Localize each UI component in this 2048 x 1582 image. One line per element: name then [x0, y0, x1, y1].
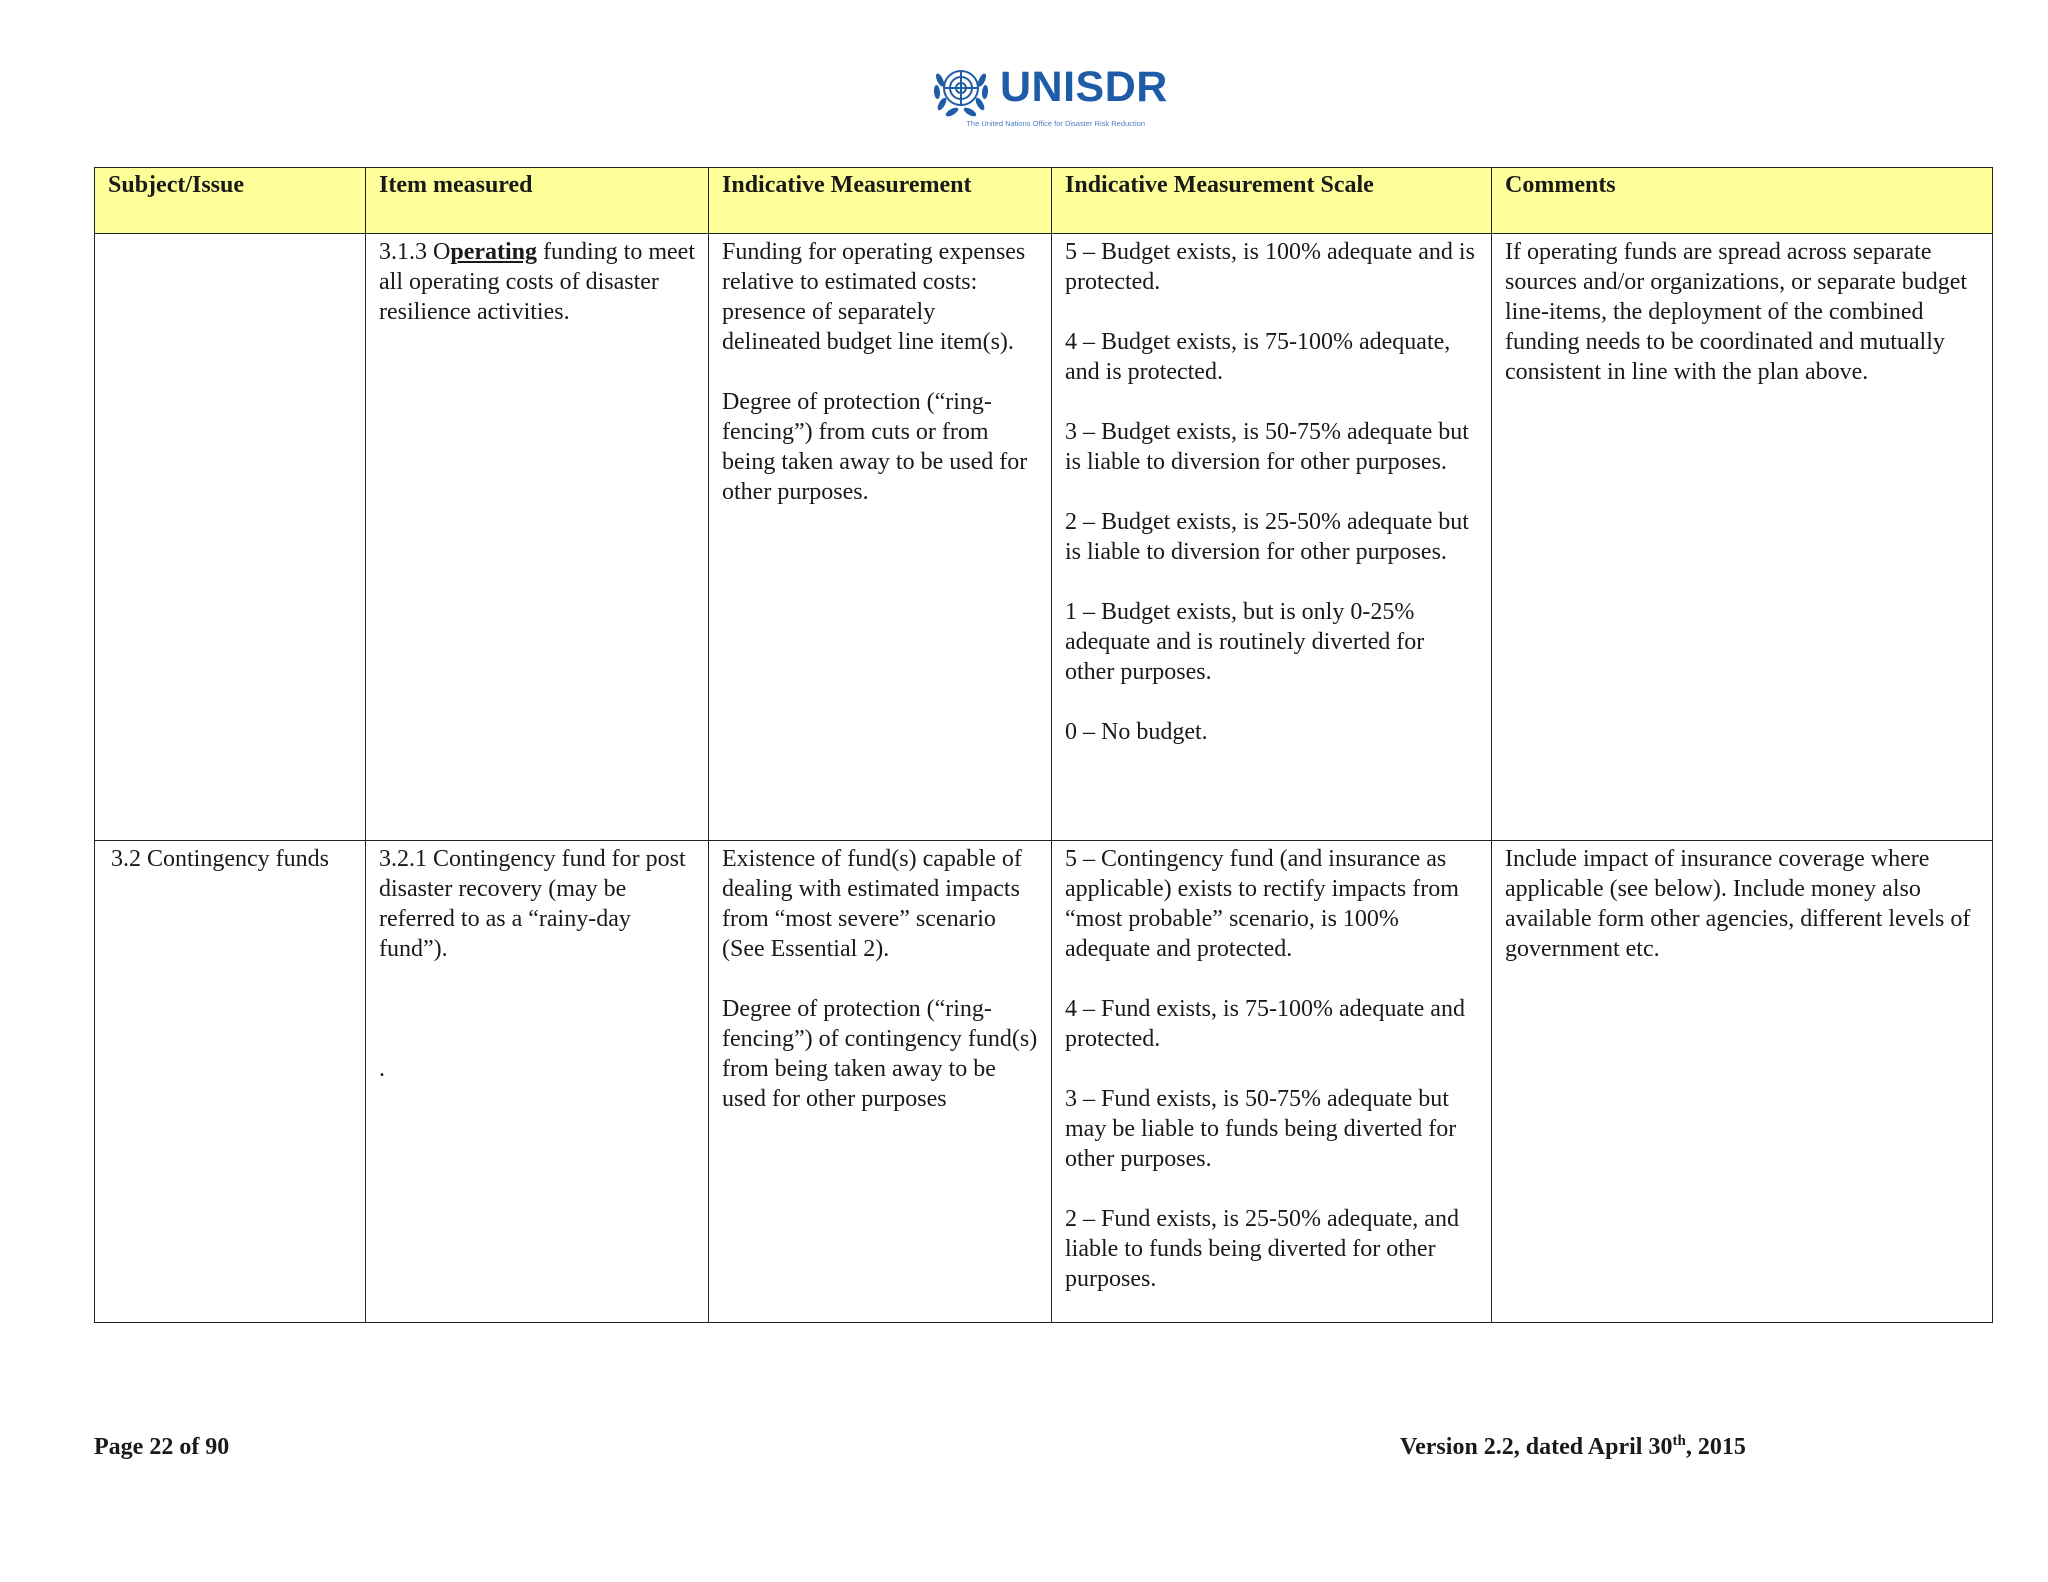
version-text: Version 2.2, dated April 30: [1400, 1434, 1673, 1460]
subject-cell: [95, 841, 366, 1323]
version-superscript: th: [1672, 1433, 1686, 1449]
item-suffix: funding to meet all operating costs of disaster resilience activities.: [379, 239, 695, 325]
scale-level: 1 – Budget exists, but is only 0-25% adequate and is routinely diverted for other purposes.: [1065, 599, 1425, 685]
table-header-row: [95, 168, 1993, 234]
column-header-comments: Comments: [1492, 168, 1993, 234]
page-number: Page 22 of 90: [94, 1434, 230, 1460]
table-row: [95, 234, 1993, 841]
item-emphasis: perating: [450, 239, 538, 265]
item-cell: [366, 234, 709, 841]
scale-cell: [1052, 841, 1492, 1323]
scale-level: 5 – Budget exists, is 100% adequate and is protected.: [1065, 239, 1475, 295]
measurement-paragraph: Existence of fund(s) capable of dealing with estimated impacts from “most severe” scenario (See Essential 2).: [722, 846, 1022, 962]
scale-level: 3 – Budget exists, is 50-75% adequate but is liable to diversion for other purposes.: [1065, 419, 1469, 475]
item-text: 3.2.1 Contingency fund for post disaster recovery (may be referred to as a “rainy-day fund”).: [379, 846, 686, 962]
scale-level: 4 – Budget exists, is 75-100% adequate, and is protected.: [1065, 329, 1451, 385]
scale-level: 5 – Contingency fund (and insurance as applicable) exists to rectify impacts from “most probable” scenario, is 100% adequate and protected.: [1065, 846, 1459, 962]
comments-cell: [1492, 841, 1993, 1323]
measurement-paragraph: Degree of protection (“ring-fencing”) of contingency fund(s) from being taken away to be used for other purposes: [722, 996, 1038, 1112]
scale-level: 2 – Fund exists, is 25-50% adequate, and liable to funds being diverted for other purposes.: [1065, 1206, 1459, 1292]
scale-cell: [1052, 234, 1492, 841]
scale-level: 4 – Fund exists, is 75-100% adequate and protected.: [1065, 996, 1465, 1052]
column-header-measurement: Indicative Measurement: [709, 168, 1052, 234]
table-row: [95, 841, 1993, 1323]
item-prefix: 3.1.3 O: [379, 239, 451, 265]
measurement-table: [94, 167, 1993, 1323]
column-header-item: Item measured: [366, 168, 709, 234]
subject-text: 3.2 Contingency funds: [111, 846, 329, 872]
unisdr-logo: [928, 58, 1168, 132]
comments-text: If operating funds are spread across separate sources and/or organizations, or separate budget line-items, the deployment of the combined funding needs to be coordinated and mutually consistent in line with the plan above.: [1505, 239, 1968, 385]
version-info: [1400, 1432, 1746, 1462]
measurement-paragraph: Funding for operating expenses relative to estimated costs: presence of separately delineated budget line item(s).: [722, 239, 1026, 355]
measurement-paragraph: Degree of protection (“ring-fencing”) from cuts or from being taken away to be used for other purposes.: [722, 389, 1028, 505]
logo-wordmark: UNISDR: [1000, 63, 1168, 111]
scale-level: 3 – Fund exists, is 50-75% adequate but may be liable to funds being diverted for other purposes.: [1065, 1086, 1457, 1172]
scale-level: 2 – Budget exists, is 25-50% adequate but is liable to diversion for other purposes.: [1065, 509, 1469, 565]
scale-level: 0 – No budget.: [1065, 719, 1208, 745]
item-dot: .: [379, 1056, 385, 1082]
comments-text: Include impact of insurance coverage where applicable (see below). Include money also available form other agencies, different levels of government etc.: [1505, 846, 1971, 962]
version-year: , 2015: [1685, 1434, 1746, 1460]
un-emblem-icon: [928, 58, 994, 124]
column-header-subject: Subject/Issue: [95, 168, 366, 234]
subject-cell: [95, 234, 366, 841]
item-cell: [366, 841, 709, 1323]
column-header-scale: Indicative Measurement Scale: [1052, 168, 1492, 234]
comments-cell: [1492, 234, 1993, 841]
measurement-cell: [709, 234, 1052, 841]
logo-subtitle: The United Nations Office for Disaster Risk Reduction: [966, 119, 1145, 128]
measurement-cell: [709, 841, 1052, 1323]
